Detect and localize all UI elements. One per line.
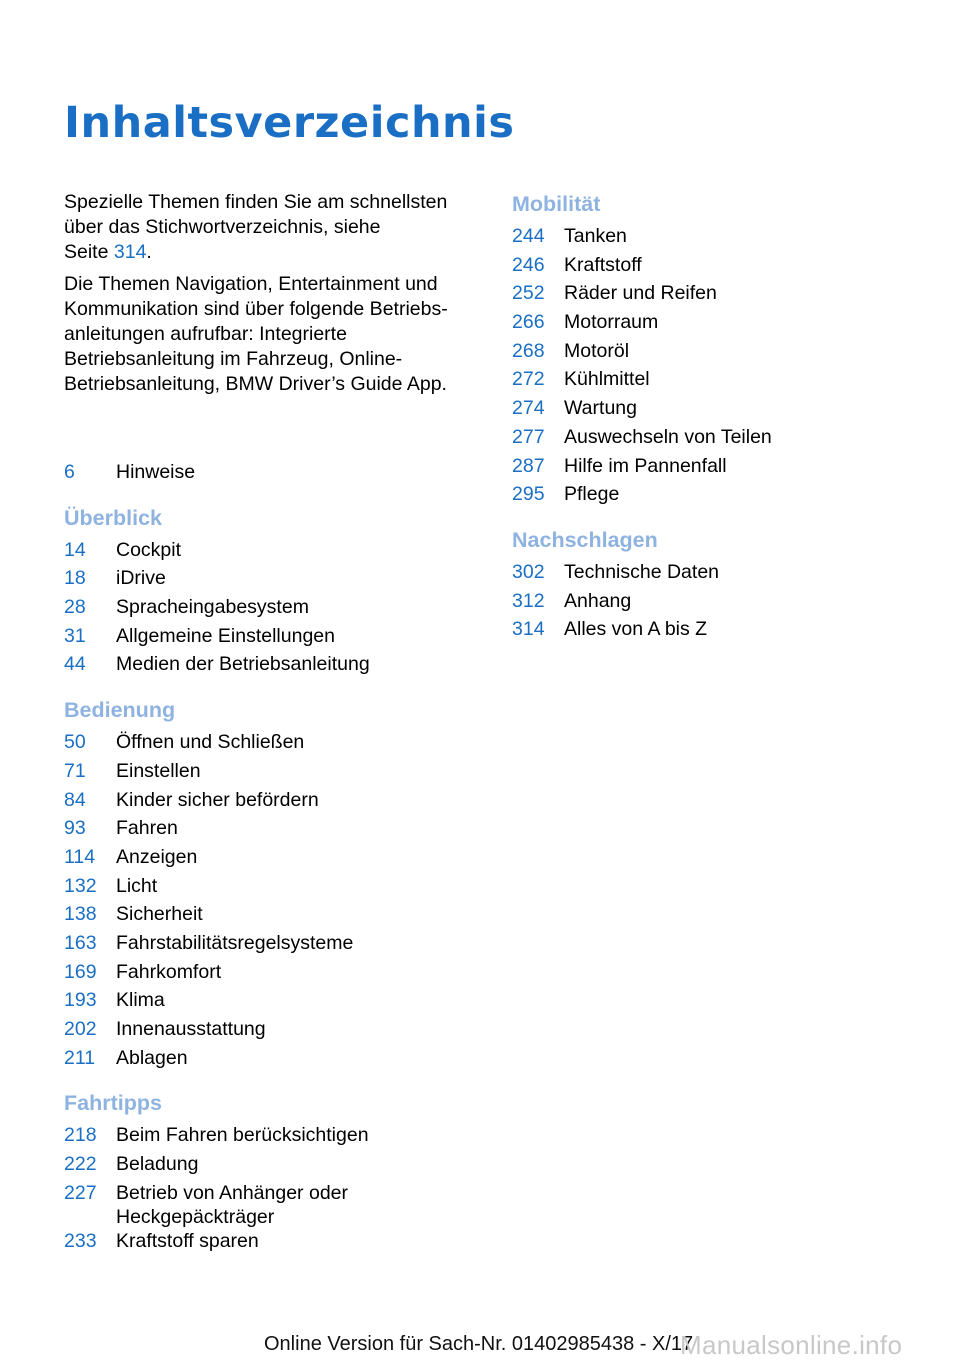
toc-entry-title: Fahrkomfort <box>116 960 222 983</box>
toc-entry-title: Fahrstabilitätsregelsysteme <box>116 931 354 954</box>
toc-entry[interactable] <box>64 902 464 931</box>
toc-entry[interactable] <box>512 253 912 282</box>
toc-page-number[interactable]: 314 <box>512 618 545 641</box>
toc-entry[interactable] <box>64 1123 464 1152</box>
toc-entry[interactable] <box>64 624 464 653</box>
toc-page-number[interactable]: 114 <box>64 845 96 868</box>
toc-entry-title: Medien der Betriebsanleitung <box>116 653 370 676</box>
toc-page-number[interactable]: 211 <box>64 1046 96 1069</box>
toc-entry-title: Wartung <box>564 397 637 420</box>
toc-page-number[interactable]: 163 <box>64 931 97 954</box>
toc-entry[interactable] <box>512 310 912 339</box>
toc-entry[interactable] <box>64 988 464 1017</box>
toc-entry-title: Spracheingabesystem <box>116 596 309 619</box>
toc-entry-title: Pflege <box>564 483 620 506</box>
toc-entry-title: Allgemeine Einstellungen <box>116 624 335 647</box>
toc-entry[interactable] <box>512 560 912 589</box>
toc-page-number[interactable]: 272 <box>512 368 545 391</box>
toc-entry-title: Fahren <box>116 817 178 840</box>
toc-page-number[interactable]: 93 <box>64 817 86 840</box>
toc-entry[interactable] <box>64 1229 464 1258</box>
toc-entry-title: Motoröl <box>564 339 630 362</box>
toc-entry-hinweise[interactable] <box>64 460 464 489</box>
toc-entry[interactable] <box>512 367 912 396</box>
intro-line: über das Stichwortverzeichnis, siehe <box>64 216 381 238</box>
toc-page-number[interactable]: 31 <box>64 624 86 647</box>
toc-page-number[interactable]: 84 <box>64 788 86 811</box>
toc-entry[interactable] <box>64 1046 464 1075</box>
toc-page-number[interactable]: 233 <box>64 1229 97 1252</box>
toc-entry[interactable] <box>64 931 464 960</box>
toc-entry[interactable] <box>64 652 464 681</box>
toc-entry-title: Kraftstoff <box>564 253 642 276</box>
toc-page-number[interactable]: 252 <box>512 282 545 305</box>
toc-entry[interactable] <box>512 224 912 253</box>
left-sections <box>64 504 464 1258</box>
toc-page-number[interactable]: 295 <box>512 483 545 506</box>
section-heading: Fahrtipps <box>64 1091 162 1116</box>
footer-version: Online Version für Sach-Nr. 01402985438 - X/17 <box>264 1333 694 1355</box>
toc-page-number[interactable]: 274 <box>512 397 545 420</box>
toc-entry-title: Innenausstattung <box>116 1018 266 1040</box>
right-sections <box>512 190 912 646</box>
intro-line: Spezielle Themen finden Sie am schnellsten <box>64 191 448 213</box>
toc-page-number[interactable]: 246 <box>512 253 545 276</box>
toc-page-number[interactable]: 138 <box>64 903 97 926</box>
toc-page-number[interactable]: 266 <box>512 311 545 334</box>
toc-page-number[interactable]: 218 <box>64 1124 97 1147</box>
toc-entry-title: Beladung <box>116 1153 199 1176</box>
toc-entry[interactable] <box>64 1181 464 1229</box>
toc-entry[interactable] <box>512 339 912 368</box>
toc-entry[interactable] <box>64 1017 464 1046</box>
toc-entry[interactable] <box>64 960 464 989</box>
toc-entry-title: Öffnen und Schließen <box>116 731 305 754</box>
toc-page-number[interactable]: 132 <box>64 874 97 897</box>
intro-text <box>64 190 464 397</box>
toc-entry-title: Einstellen <box>116 759 201 782</box>
toc-entry[interactable] <box>64 730 464 759</box>
intro-paragraph-2 <box>64 272 464 397</box>
toc-entry[interactable] <box>64 595 464 624</box>
section-heading: Nachschlagen <box>512 527 658 552</box>
toc-page-number[interactable]: 6 <box>64 461 75 483</box>
toc-entry-title: Klima <box>116 989 165 1012</box>
toc-entry[interactable] <box>512 425 912 454</box>
toc-entry-title: Räder und Reifen <box>564 282 717 305</box>
toc-page-number[interactable]: 302 <box>512 560 545 583</box>
toc-page-number[interactable]: 287 <box>512 454 545 477</box>
toc-entry-title: Betrieb von Anhänger oder Heckgepäckträger <box>116 1181 349 1228</box>
toc-entry[interactable] <box>512 617 912 646</box>
toc-page-number[interactable]: 50 <box>64 731 86 754</box>
intro-line: Betriebsanleitung, BMW Driver’s Guide App. <box>64 373 447 395</box>
intro-line: anleitungen aufrufbar: Integrierte <box>64 323 347 345</box>
toc-page-number[interactable]: 28 <box>64 596 86 619</box>
toc-entry[interactable] <box>512 281 912 310</box>
toc-entry-title: Anzeigen <box>116 845 198 868</box>
intro-line: Kommunikation sind über folgende Betriebs- <box>64 298 448 320</box>
toc-entry-title: Kinder sicher befördern <box>116 788 319 811</box>
intro-line: Die Themen Navigation, Entertainment und <box>64 273 438 295</box>
toc-entry[interactable] <box>512 454 912 483</box>
toc-page-number[interactable]: 71 <box>64 759 86 782</box>
toc-page-number[interactable]: 202 <box>64 1018 97 1040</box>
toc-entry[interactable] <box>64 845 464 874</box>
page-title: Inhaltsverzeichnis <box>64 98 515 148</box>
toc-page-number[interactable]: 18 <box>64 567 86 590</box>
toc-entry-title: Beim Fahren berücksichtigen <box>116 1124 369 1147</box>
toc-page-number[interactable]: 312 <box>512 589 545 612</box>
section-heading: Bedienung <box>64 698 176 723</box>
toc-entry-title: Tanken <box>564 225 627 247</box>
intro-paragraph-1 <box>64 190 464 265</box>
toc-page-number[interactable]: 227 <box>64 1181 97 1204</box>
toc-entry-title: Hilfe im Pannenfall <box>564 454 727 477</box>
toc-entry[interactable] <box>64 816 464 845</box>
toc-entry[interactable] <box>512 589 912 618</box>
toc-entry-title: Kühlmittel <box>564 368 650 391</box>
section-heading: Überblick <box>64 505 162 530</box>
section-heading: Mobilität <box>512 192 601 216</box>
toc-entry-title: Sicherheit <box>116 903 203 926</box>
intro-period: . <box>146 241 152 263</box>
toc-entry[interactable] <box>64 874 464 903</box>
toc-page-number[interactable]: 193 <box>64 989 97 1012</box>
toc-entry-title: Auswechseln von Teilen <box>564 425 772 448</box>
toc-page-number[interactable]: 268 <box>512 339 545 362</box>
toc-entry-title: Alles von A bis Z <box>564 618 708 641</box>
toc-entry[interactable] <box>64 1152 464 1181</box>
toc-entry[interactable] <box>512 482 912 511</box>
toc-entry[interactable] <box>64 566 464 595</box>
toc-page-number[interactable]: 277 <box>512 425 545 448</box>
toc-entry-title: Kraftstoff sparen <box>116 1229 259 1252</box>
toc-entry[interactable] <box>64 759 464 788</box>
toc-entry-title: Technische Daten <box>564 560 720 583</box>
toc-entry-title: Licht <box>116 874 158 897</box>
toc-entry-title: Cockpit <box>116 538 182 561</box>
toc-entry-title: Hinweise <box>116 461 196 483</box>
intro-line: Betriebsanleitung im Fahrzeug, Online- <box>64 348 403 370</box>
toc-entry-title: Motorraum <box>564 311 659 334</box>
toc-page-number[interactable]: 169 <box>64 960 97 983</box>
toc-page-number[interactable]: 222 <box>64 1153 97 1176</box>
toc-page-number[interactable]: 44 <box>64 653 86 676</box>
toc-entry[interactable] <box>64 538 464 567</box>
intro-seite-label: Seite <box>64 241 114 263</box>
index-page-link[interactable]: 314 <box>113 241 147 263</box>
toc-page-number[interactable]: 14 <box>64 538 86 561</box>
watermark: Manualsonline.info <box>680 1330 903 1360</box>
right-column <box>512 190 912 646</box>
toc-entry[interactable] <box>64 788 464 817</box>
toc-entry-title: Ablagen <box>116 1046 188 1069</box>
left-column <box>64 190 464 1257</box>
toc-entry-title: Anhang <box>564 589 632 612</box>
toc-entry[interactable] <box>512 396 912 425</box>
toc-entry-title: iDrive <box>116 567 166 590</box>
toc-page-number[interactable]: 244 <box>512 225 545 247</box>
